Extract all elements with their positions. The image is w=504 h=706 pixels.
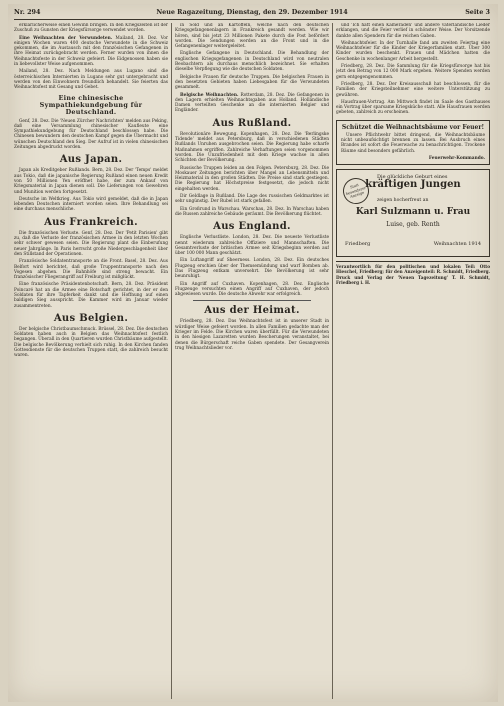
column-divider [171, 23, 172, 699]
column-2 [175, 23, 329, 699]
article-paragraph: Die französischen Verluste. Genf, 28. Dez. Der 'Petit Parisien' gibt zu, daß die Verluste der französischen Armee in den letzten Wochen sehr schwer gewesen seien. Die Regierung plant die Einberufung neuer Jahrgänge. In Paris herrscht große Niedergeschlagenheit über den Stillstand der Operationen. [14, 230, 168, 257]
birth-place: Friedberg [345, 241, 371, 248]
birth-line: Die glückliche Geburt eines [377, 174, 448, 181]
article-paragraph: Ein Angriff auf Cuxhaven. Kopenhagen, 28. Dez. Englische Flugzeuge versuchten einen Angriff auf Cuxhaven, der jedoch abgewiesen wurde. Die deutsche Abwehr war erfolgreich. [175, 281, 329, 298]
section-heading-russia: Aus Rußland. [212, 117, 292, 129]
article-paragraph: Eine Weihnachten der Verwundeten. Mailand, 28. Dez. Vor einigen Wochen waren 400 deutsche Verwundete in die Schweiz gekommen, die im Austausch mit den französischen Gefangenen in ihre Heimat zurückgebracht werden. Ferner wurden von ihnen die Weihnachtsfeste in der Schweiz gefeiert. Die Eidgenossen haben sie in liebevollster Weise aufgenommen. [14, 35, 168, 68]
section-heading-france: Aus Frankreich. [44, 216, 138, 228]
article-paragraph: Belgische Weihnachten. Rotterdam, 28. Dez. Die Gefangenen in den Lagern erhielten Weihnachtsgaben aus Holland. Holländische Damen verteilten Geschenke an die internierten Belgier und Engländer. [175, 92, 329, 114]
article-paragraph: Deutsche im Weltkrieg. Aus Tokio wird gemeldet, daß die in Japan lebenden Deutschen interniert worden seien. Ihre Behandlung sei eine durchaus menschliche. [14, 196, 168, 213]
page-number: Seite 3 [465, 8, 490, 16]
birth-announcement [336, 169, 490, 257]
article-paragraph: Japan als Kreditgeber Rußlands. Bern, 28. Dez. Der 'Temps' meldet aus Tokio, daß die japanische Regierung Rußland einen neuen Kredit von 50 Millionen Yen eröffnet habe, der zum Ankauf von Kriegsmaterial in Japan dienen soll. Die Lieferungen von Gewehren und Munition werden fortgesetzt. [14, 168, 168, 195]
column-3 [336, 23, 490, 699]
article-subheading: Belgische Weihnachten. [180, 92, 239, 98]
section-heading-belgium: Aus Belgien. [53, 312, 129, 324]
article-paragraph: Friedberg, 28. Dez. Das Weihnachtsfest ist in unserer Stadt in würdiger Weise gefeiert worden. In allen Familien gedachte man der Krieger im Felde. Die Kirchen waren überfüllt. Für die Verwundeten in den hiesigen Lazaretten wurden Bescherungen veranstaltet, bei denen die Bürgerschaft reiche Gaben spendete. Der Gesangverein trug Weihnachtslieder vor. [175, 319, 329, 351]
article-paragraph: Dir Geldlage in Rußland. Die Lage des russischen Geldmarktes ist sehr ungünstig. Der Rubel ist stark gefallen. [175, 194, 329, 205]
issue-number: Nr. 294 [14, 8, 41, 16]
fire-safety-notice [336, 120, 490, 165]
notice-title: Schützet die Weihnachtsbäume vor Feuer! [341, 123, 485, 131]
article-paragraph: Belgische Frauen für deutsche Truppen. Die belgischen Frauen in den besetzten Gebieten haben Liebesgaben für die Verwundeten gesammelt. [175, 74, 329, 91]
newspaper-page [8, 4, 498, 702]
article-paragraph: Genf, 28. Dez. Die 'Neuen Zürcher Nachrichten' melden aus Peking, daß eine Versammlung chinesischer Kaufleute eine Sympathiekundgebung für Deutschland beschlossen habe. Die Chinesen bewundern den deutschen Kampf gegen die Übermacht und wünschen Deutschland den Sieg. Der Aufruf ist in vielen chinesischen Zeitungen abgedruckt worden. [14, 118, 168, 151]
article-subheading: Eine Weihnachten der Verwundeten. [19, 35, 113, 41]
column-divider [332, 23, 333, 699]
column-1 [14, 23, 168, 699]
article-paragraph: Hausfrauen-Vortrag. Am Mittwoch findet im Saale des Gasthauses ein Vortrag über sparsame Kriegsküche statt. Alle Hausfrauen werden gebeten, zahlreich zu erscheinen. [336, 99, 490, 116]
mother-maiden-name: Luise, geb. Renth [386, 221, 440, 229]
article-paragraph: Russische Truppen leiden an den Folgen. Petersburg, 28. Dez. Die Moskauer Zeitungen berichten über Mangel an Lebensmitteln und Heizmaterial in den großen Städten. Die Preise sind stark gestiegen. Die Regierung hat Höchstpreise festgesetzt, die jedoch nicht eingehalten werden. [175, 165, 329, 192]
birth-headline: kräftigen Jungen [365, 179, 461, 191]
article-paragraph: Der belgische Christbaumschmuck. Brüssel, 28. Dez. Die deutschen Soldaten haben auch in Belgien das Weihnachtsfest festlich begangen. Überall in den Quartieren wurden Christbäume aufgestellt. Die belgische Bevölkerung verhielt sich ruhig. In den Kirchen fanden Gottesdienste für die deutschen Truppen statt, die zahlreich besucht waren. [14, 326, 168, 359]
section-heading-japan: Aus Japan. [59, 154, 123, 166]
article-paragraph: und 'Ich hatt einen Kameraden' und andere vaterländische Lieder erklangen, und die Feier verlief in schönster Weise. Der Vorsitzende dankte allen Spendern für die reichen Gaben. [336, 23, 490, 39]
article-paragraph: Revolutionäre Bewegung. Kopenhagen, 28. Dez. Die 'Berlingske Tidende' meldet aus Petersburg, daß in verschiedenen Städten Rußlands Unruhen ausgebrochen seien. Die Regierung habe scharfe Maßnahmen ergriffen. Zahlreiche Verhaftungen seien vorgenommen worden. Die Unzufriedenheit mit dem Kriege wachse in allen Schichten der Bevölkerung. [175, 131, 329, 164]
article-paragraph: Ein Großrund in Warschau. Warschau, 28. Dez. In Warschau haben die Russen zahlreiche Gebäude geräumt. Die Bevölkerung flüchtet. [175, 206, 329, 217]
announcement-stamp: Statt besonderer Anzeige [340, 175, 373, 208]
article-paragraph: Friedberg, 28. Dez. Der Kreisausschuß hat beschlossen, für die Familien der Kriegsteilnehmer eine weitere Unterstützung zu gewähren. [336, 81, 490, 98]
article-paragraph: Friedberg, 28. Dez. Die Sammlung für die Kriegsfürsorge hat bis jetzt den Betrag von 12 000 Mark ergeben. Weitere Spenden werden gern entgegengenommen. [336, 64, 490, 80]
birth-date: Weihnachten 1914 [433, 241, 481, 248]
birth-line: zeigen hocherfreut an [377, 198, 429, 204]
newspaper-title-date: Neue Ragazeitung, Dienstag, den 29. Dezember 1914 [156, 8, 348, 16]
section-heading-england: Aus England. [213, 221, 291, 233]
article-paragraph: erklärlicherweise einen Gewinn bringen. In den Kriegszeiten ist der Zuschuß zu Gunsten der Kriegsfürsorge verwendet worden. [14, 23, 168, 34]
article-paragraph: Englische Verlustliste. London, 28. Dez. Die neueste Verlustliste nennt wiederum zahlreiche Offiziere und Mannschaften. Die Gesamtverluste der britischen Armee seit Kriegsbeginn werden auf über 100 000 Mann geschätzt. [175, 235, 329, 257]
imprint: Verantwortlich für den politischen und lokalen Teil: Otto Hieschel, Friedberg; für den Anzeigenteil: R. Schmidt, Friedberg. Druck und Verlag der 'Neuen Tagezeitung' T. H. Schmidt, Friedberg i. H. [336, 261, 490, 285]
article-paragraph: Englische Gefangene in Deutschland. Die Behandlung der englischen Kriegsgefangenen in Deutschland wird von neutralen Beobachtern als durchaus menschlich bezeichnet. Sie erhalten dieselbe Verpflegung wie die deutschen Soldaten. [175, 51, 329, 73]
parents-names: Karl Sulzmann u. Frau [355, 207, 471, 218]
article-paragraph: Mailand, 28. Dez. Nach Meldungen aus Lugano sind die österreichischen Internierten in Lugano sehr gut untergebracht und werden von den Einwohnern freundlich behandelt. Sie feierten das Weihnachtsfest mit Gesang und Gebet. [14, 69, 168, 91]
notice-signature: Feuerwehr-Kommando. [428, 155, 485, 161]
article-paragraph: Weihnachtsfeier. In der Turnhalle fand am zweiten Feiertag eine Weihnachtsfeier für die Kinder der Kriegerfamilien statt. Über 300 Kinder wurden beschenkt. Frauen und Mädchen hatten die Geschenke in wochenlanger Arbeit hergestellt. [336, 40, 490, 62]
section-rule [193, 300, 311, 301]
section-heading-homeland: Aus der Heimat. [204, 305, 300, 317]
section-heading-sympathy: Eine chinesische Sympathiekundgebung für Deutschland. [39, 93, 143, 116]
article-paragraph: Eine französische Präsidentenbotschaft. Bern, 28. Dez. Präsident Poincaré hat an die Armee eine Botschaft gerichtet, in der er den Soldaten für ihre Tapferkeit dankt und die Hoffnung auf einen baldigen Sieg ausspricht. Die Kammer wird im Januar wieder zusammentreten. [14, 282, 168, 309]
article-paragraph: Französische Soldatentransporte an die Front. Basel, 28. Dez. Aus Belfort wird berichtet, daß große Truppentransporte nach den Vogesen abgehen. Die Bahnhöfe sind streng bewacht. Ein französischer Fliegerangriff auf Freiburg ist mißglückt. [14, 259, 168, 281]
article-paragraph: in Sold und an Kartoffeln, welche nach den deutschen Kriegsgefangenenlagern in Frankreich gesandt werden. Wie wir hören, sind bis jetzt 23 Millionen Pakete durch die Post befördert worden. Die Sendungen werden an die Front und in die Gefangenenlager weitergeleitet. [175, 23, 329, 50]
page-header [14, 7, 490, 20]
article-paragraph: Ein Luftangriff auf Sheerness. London, 28. Dez. Ein deutsches Flugzeug erschien über der Themsemündung und warf Bomben ab. Das Flugzeug entkam unversehrt. Die Bevölkerung ist sehr beunruhigt. [175, 258, 329, 280]
notice-text: Unsere Pflichtwehr bittet dringend, die Weihnachtsbäume nicht unbeaufsichtigt brennen zu lassen. Bei Ausbruch eines Brandes ist sofort die Feuerwache zu benachrichtigen. Trockene Bäume sind besonders gefährlich. [341, 132, 485, 154]
